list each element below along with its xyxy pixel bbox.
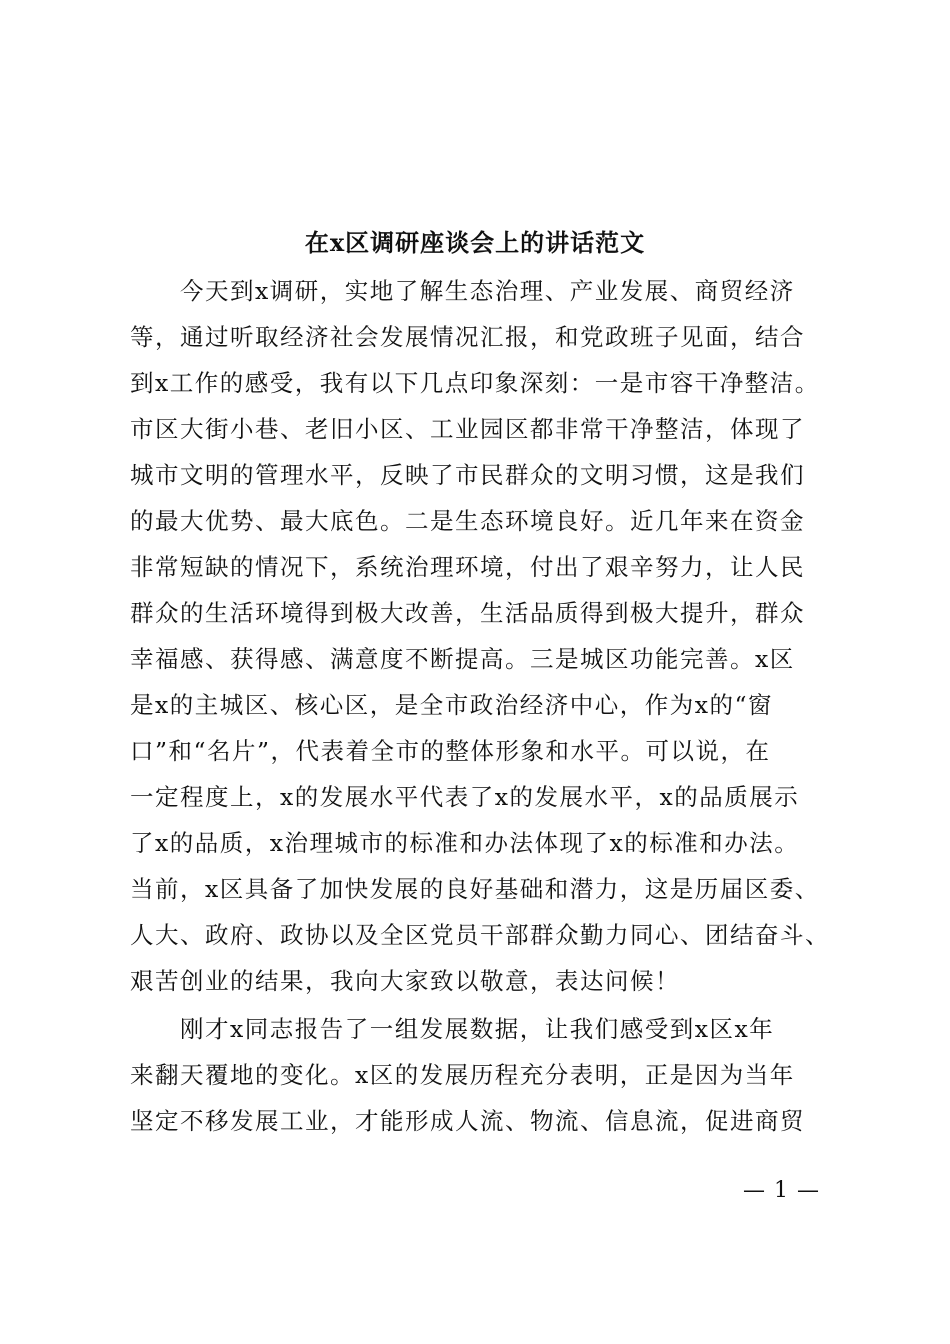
paragraph-line: 来翻天覆地的变化。x区的发展历程充分表明，正是因为当年 (130, 1061, 795, 1089)
paragraph-line: 到x工作的感受，我有以下几点印象深刻：一是市容干净整洁。 (130, 369, 820, 397)
paragraph-line: 的最大优势、最大底色。二是生态环境良好。近几年来在资金 (130, 507, 805, 535)
paragraph-line: 当前，x区具备了加快发展的良好基础和潜力，这是历届区委、 (130, 875, 820, 903)
paragraph-line: 口”和“名片”，代表着全市的整体形象和水平。可以说，在 (130, 737, 771, 765)
paragraph-line: 艰苦创业的结果，我向大家致以敬意，表达问候！ (130, 967, 680, 995)
paragraph-line: 幸福感、获得感、满意度不断提高。三是城区功能完善。x区 (130, 645, 795, 673)
paragraph-line: 市区大街小巷、老旧小区、工业园区都非常干净整洁，体现了 (130, 415, 805, 443)
paragraph-line: 群众的生活环境得到极大改善，生活品质得到极大提升，群众 (130, 599, 805, 627)
paragraph-line: 今天到x调研，实地了解生态治理、产业发展、商贸经济 (130, 277, 795, 305)
paragraph-line: 等，通过听取经济社会发展情况汇报，和党政班子见面，结合 (130, 323, 805, 351)
paragraph-line: 是x的主城区、核心区，是全市政治经济中心，作为x的“窗 (130, 691, 774, 719)
paragraph-line: 刚才x同志报告了一组发展数据，让我们感受到x区x年 (130, 1015, 775, 1043)
paragraph-line: 人大、政府、政协以及全区党员干部群众勤力同心、团结奋斗、 (130, 921, 830, 949)
document-title: 在x区调研座谈会上的讲话范文 (304, 228, 646, 257)
paragraph-line: 城市文明的管理水平，反映了市民群众的文明习惯，这是我们 (130, 461, 805, 489)
paragraph-line: 坚定不移发展工业，才能形成人流、物流、信息流，促进商贸 (130, 1107, 805, 1135)
paragraph-line: 一定程度上，x的发展水平代表了x的发展水平，x的品质展示 (130, 783, 800, 811)
page-number: — 1 — (743, 1178, 820, 1203)
paragraph-line: 了x的品质，x治理城市的标准和办法体现了x的标准和办法。 (130, 829, 800, 857)
paragraph-line: 非常短缺的情况下，系统治理环境，付出了艰辛努力，让人民 (130, 553, 805, 581)
